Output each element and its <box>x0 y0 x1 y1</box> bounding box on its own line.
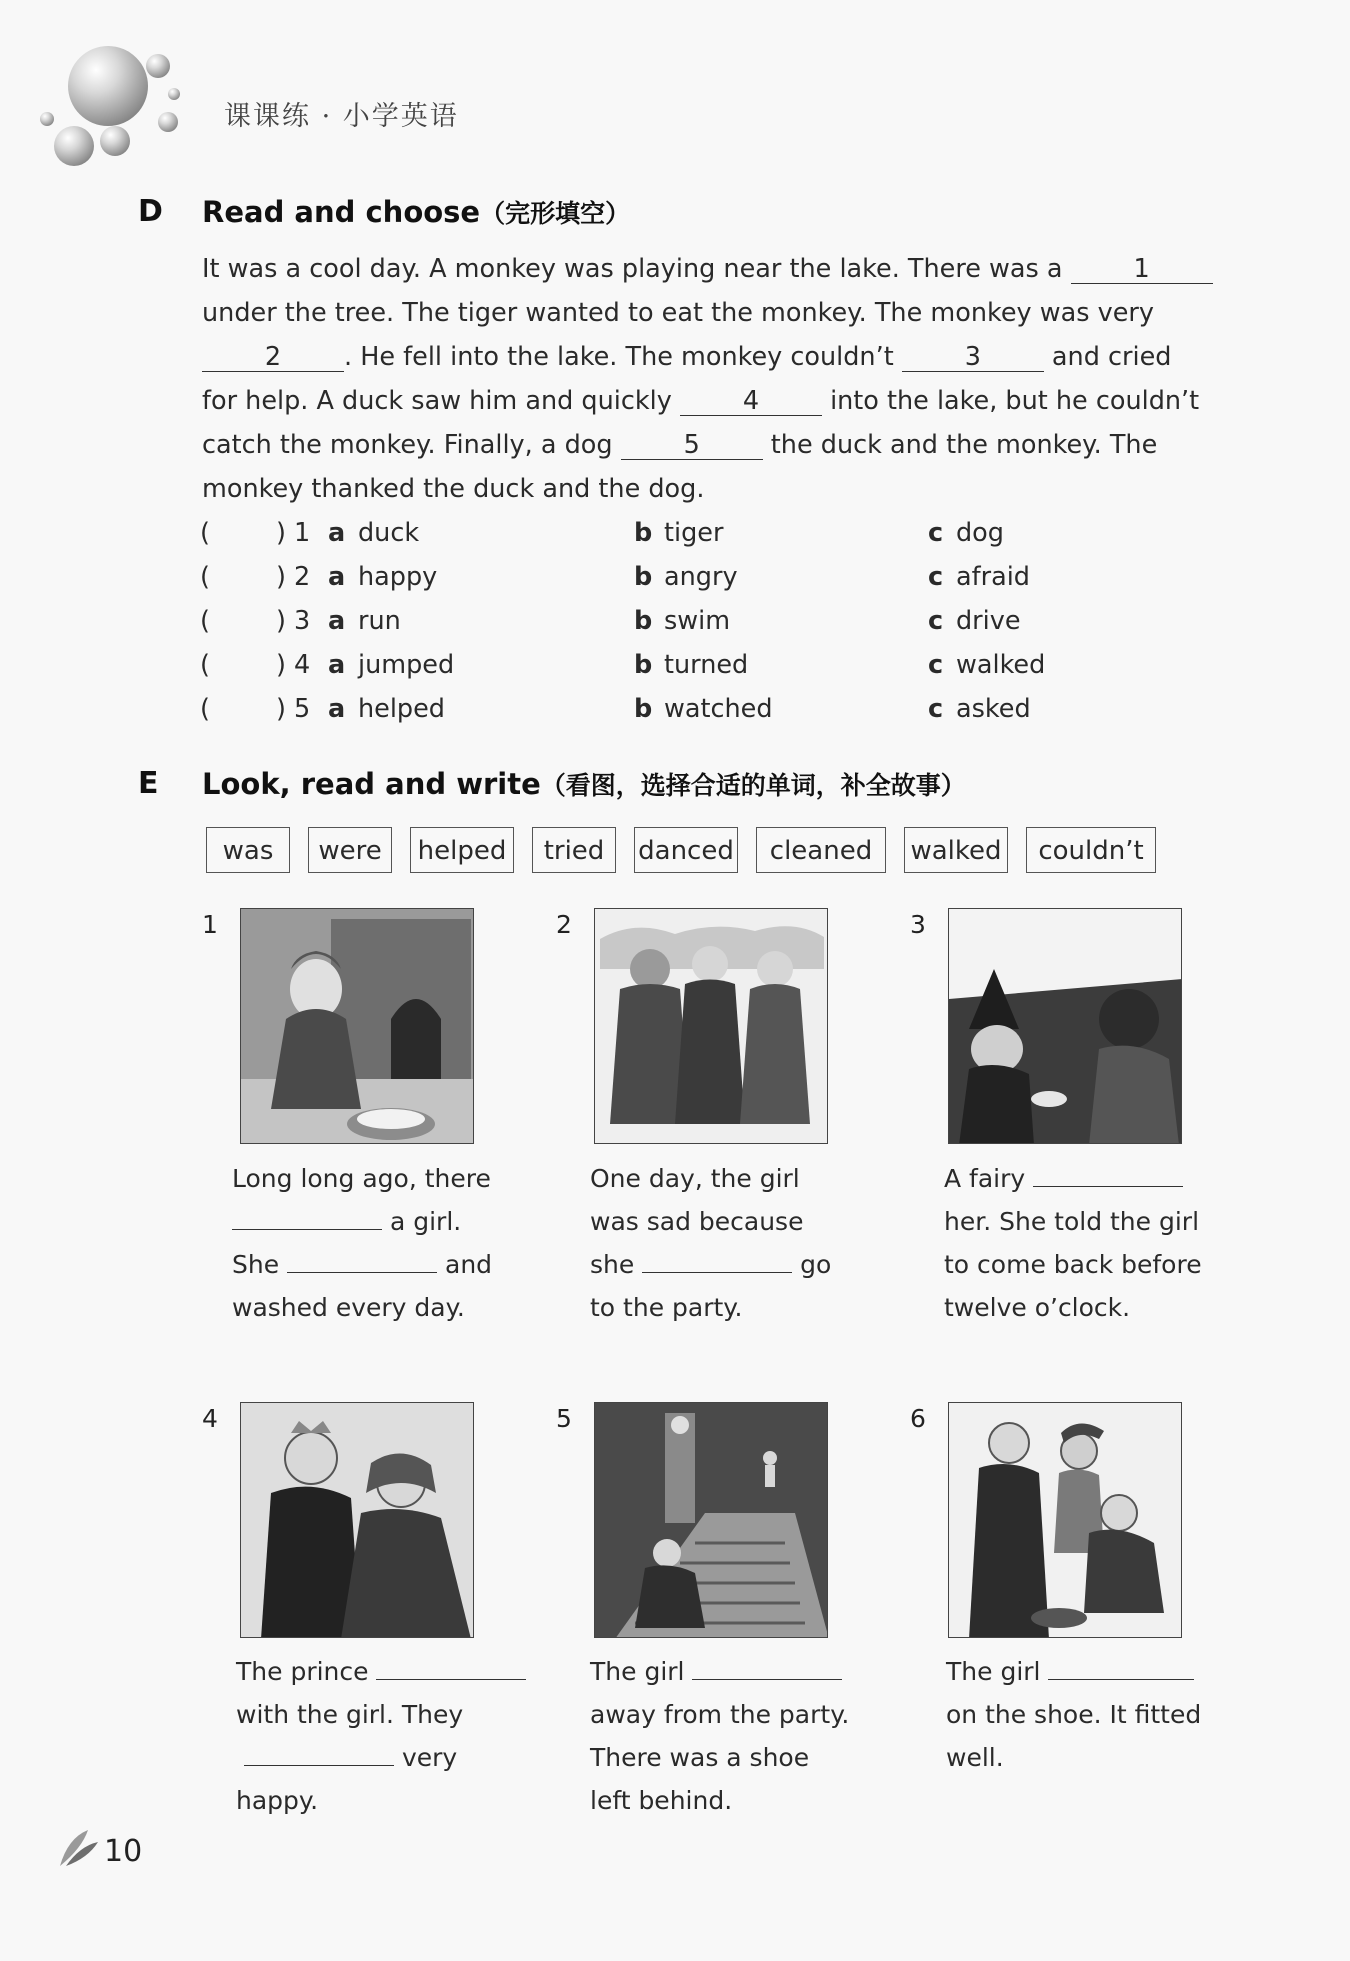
story-illustration-prince-dancing <box>240 1402 474 1638</box>
option-b[interactable]: angry <box>664 562 738 592</box>
option-letter-b: b <box>634 562 653 592</box>
cloze-blank-2[interactable]: 2 <box>202 344 344 372</box>
passage-text: . He fell into the lake. The monkey couldn’t <box>344 342 894 372</box>
story-line <box>236 1650 526 1693</box>
story-line <box>946 1650 1201 1693</box>
option-c[interactable]: drive <box>956 606 1021 636</box>
story-line <box>590 1243 831 1286</box>
option-a[interactable]: jumped <box>358 650 455 680</box>
option-letter-a: a <box>328 518 346 548</box>
option-letter-b: b <box>634 694 653 724</box>
cloze-blank-3[interactable]: 3 <box>902 344 1044 372</box>
question-row <box>200 518 1100 552</box>
panel-number: 1 <box>202 910 218 939</box>
answer-blank[interactable] <box>692 1657 842 1680</box>
answer-blank[interactable] <box>287 1250 437 1273</box>
panel-2-text <box>590 1157 831 1329</box>
story-line: to the party. <box>590 1293 743 1322</box>
passage-text: into the lake, but he couldn’t <box>830 386 1200 416</box>
question-row <box>200 694 1100 728</box>
option-a[interactable]: duck <box>358 518 420 548</box>
story-line: her. She told the girl <box>944 1207 1200 1236</box>
answer-blank[interactable] <box>1048 1657 1194 1680</box>
section-d-title-cn: （完形填空） <box>480 199 631 228</box>
option-letter-b: b <box>634 518 653 548</box>
story-line: on the shoe. It fitted <box>946 1700 1202 1729</box>
passage-line-5 <box>202 430 1157 460</box>
panel-number: 6 <box>910 1404 926 1433</box>
story-text: go <box>800 1250 832 1279</box>
story-line: left behind. <box>590 1786 733 1815</box>
answer-paren-open[interactable]: ( <box>200 518 210 548</box>
option-letter-c: c <box>928 606 944 636</box>
panel-1-text <box>232 1157 492 1329</box>
header-bubbles-decoration <box>40 40 200 180</box>
story-line: to come back before <box>944 1250 1202 1279</box>
book-series-title: 课课练 · 小学英语 <box>224 101 459 132</box>
option-a[interactable]: run <box>358 606 401 636</box>
story-line: washed every day. <box>232 1293 465 1322</box>
option-letter-a: a <box>328 562 346 592</box>
panel-3-text <box>944 1157 1202 1329</box>
option-b[interactable]: turned <box>664 650 749 680</box>
story-line: Long long ago, there <box>232 1164 491 1193</box>
section-e-title-cn: （看图，选择合适的单词，补全故事） <box>540 771 966 800</box>
story-line: was sad because <box>590 1207 804 1236</box>
story-text: very <box>401 1743 458 1772</box>
passage-line-1 <box>202 254 1213 284</box>
question-row <box>200 562 1100 596</box>
answer-paren-open[interactable]: ( <box>200 694 210 724</box>
option-letter-c: c <box>928 562 944 592</box>
option-letter-c: c <box>928 650 944 680</box>
story-illustration-girl-cleaning <box>240 908 474 1144</box>
word-bank-item[interactable]: danced <box>634 827 738 873</box>
answer-blank[interactable] <box>642 1250 792 1273</box>
passage-text: It was a cool day. A monkey was playing near the lake. There was a <box>202 254 1063 284</box>
answer-paren-open[interactable]: ( <box>200 650 210 680</box>
section-d-title-en: Read and choose <box>202 195 481 229</box>
option-letter-c: c <box>928 694 944 724</box>
answer-blank[interactable] <box>244 1743 394 1766</box>
word-bank-item[interactable]: were <box>308 827 392 873</box>
panel-number: 2 <box>556 910 572 939</box>
story-text: The girl <box>590 1657 685 1686</box>
story-illustration-fairy <box>948 908 1182 1144</box>
story-line: There was a shoe <box>590 1743 810 1772</box>
option-c[interactable]: walked <box>956 650 1046 680</box>
passage-line-2: under the tree. The tiger wanted to eat the monkey. The monkey was very <box>202 298 1154 328</box>
section-e-title-en: Look, read and write <box>202 767 541 801</box>
leaf-icon <box>58 1828 100 1872</box>
section-d-letter: D <box>138 194 163 229</box>
option-a[interactable]: happy <box>358 562 438 592</box>
story-text: She <box>232 1250 280 1279</box>
option-b[interactable]: tiger <box>664 518 724 548</box>
question-number: ) 4 <box>276 650 311 680</box>
question-number: ) 2 <box>276 562 311 592</box>
story-text: The girl <box>946 1657 1041 1686</box>
story-line: twelve o’clock. <box>944 1293 1131 1322</box>
option-letter-a: a <box>328 650 346 680</box>
panel-5-text <box>590 1650 849 1822</box>
story-text: The prince <box>236 1657 369 1686</box>
option-letter-b: b <box>634 606 653 636</box>
word-bank-item[interactable]: couldn’t <box>1026 827 1156 873</box>
story-line: One day, the girl <box>590 1164 800 1193</box>
answer-blank[interactable] <box>1033 1164 1183 1187</box>
option-letter-c: c <box>928 518 944 548</box>
option-c[interactable]: afraid <box>956 562 1030 592</box>
passage-text: catch the monkey. Finally, a dog <box>202 430 613 460</box>
panel-6-text <box>946 1650 1201 1779</box>
option-c[interactable]: asked <box>956 694 1031 724</box>
story-line <box>232 1243 492 1286</box>
question-row <box>200 606 1100 640</box>
option-b[interactable]: watched <box>664 694 773 724</box>
answer-paren-open[interactable]: ( <box>200 562 210 592</box>
passage-line-6: monkey thanked the duck and the dog. <box>202 474 705 504</box>
story-line <box>590 1650 849 1693</box>
story-text: a girl. <box>389 1207 462 1236</box>
cloze-blank-1[interactable]: 1 <box>1071 256 1213 284</box>
story-line: away from the party. <box>590 1700 850 1729</box>
section-d-title <box>202 194 630 230</box>
word-bank-item[interactable]: was <box>206 827 290 873</box>
option-c[interactable]: dog <box>956 518 1004 548</box>
option-letter-a: a <box>328 694 346 724</box>
word-bank-item[interactable]: tried <box>532 827 616 873</box>
panel-number: 4 <box>202 1404 218 1433</box>
passage-line-3 <box>202 342 1171 372</box>
cloze-blank-4[interactable]: 4 <box>680 388 822 416</box>
passage-text: the duck and the monkey. The <box>770 430 1158 460</box>
answer-blank[interactable] <box>232 1207 382 1230</box>
story-illustration-girl-running-stairs <box>594 1402 828 1638</box>
word-bank-item[interactable]: helped <box>410 827 514 873</box>
story-line: well. <box>946 1743 1004 1772</box>
story-text: and <box>445 1250 493 1279</box>
passage-line-4 <box>202 386 1199 416</box>
panel-number: 5 <box>556 1404 572 1433</box>
question-number: ) 3 <box>276 606 311 636</box>
panel-number: 3 <box>910 910 926 939</box>
story-line <box>236 1736 526 1779</box>
question-number: ) 1 <box>276 518 311 548</box>
answer-paren-open[interactable]: ( <box>200 606 210 636</box>
question-row <box>200 650 1100 684</box>
story-illustration-three-girls <box>594 908 828 1144</box>
passage-text: for help. A duck saw him and quickly <box>202 386 672 416</box>
story-text: she <box>590 1250 635 1279</box>
story-line: with the girl. They <box>236 1700 464 1729</box>
story-text: A fairy <box>944 1164 1026 1193</box>
question-number: ) 5 <box>276 694 311 724</box>
story-line <box>232 1200 492 1243</box>
story-line: happy. <box>236 1786 319 1815</box>
story-line <box>944 1157 1202 1200</box>
page-number: 10 <box>104 1834 143 1869</box>
option-letter-a: a <box>328 606 346 636</box>
option-letter-b: b <box>634 650 653 680</box>
word-bank-item[interactable]: cleaned <box>756 827 886 873</box>
section-e-letter: E <box>138 766 159 801</box>
answer-blank[interactable] <box>376 1657 526 1680</box>
passage-text: and cried <box>1051 342 1172 372</box>
option-b[interactable]: swim <box>664 606 731 636</box>
option-a[interactable]: helped <box>358 694 445 724</box>
story-illustration-shoe-fitting <box>948 1402 1182 1638</box>
word-bank-item[interactable]: walked <box>904 827 1008 873</box>
cloze-blank-5[interactable]: 5 <box>621 432 763 460</box>
section-e-title <box>202 766 966 802</box>
panel-4-text <box>236 1650 526 1822</box>
